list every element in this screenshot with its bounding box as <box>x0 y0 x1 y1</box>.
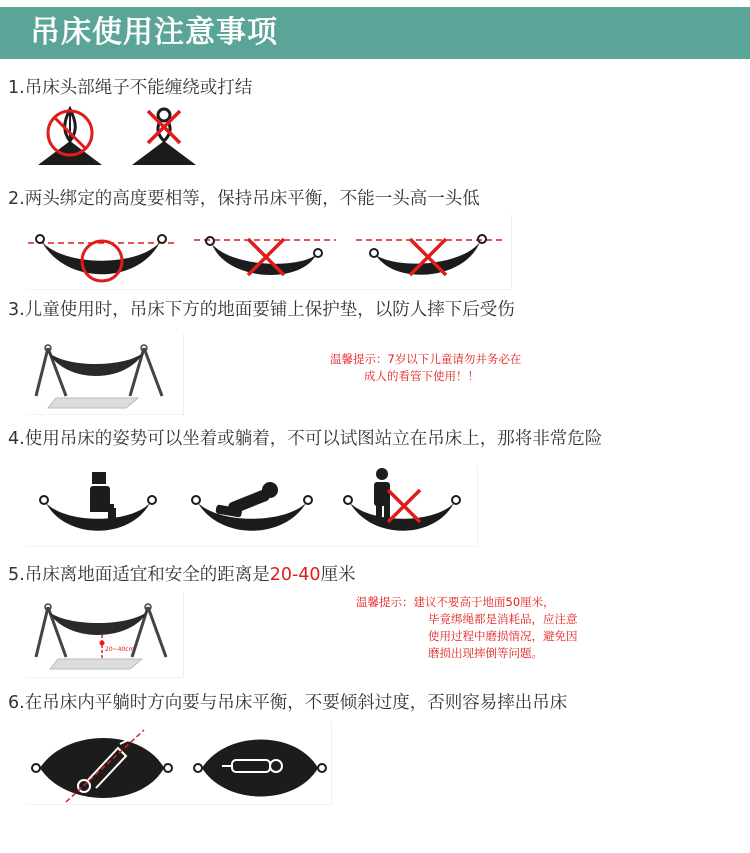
step-1 <box>8 77 252 99</box>
step-text: 儿童使用时，吊床下方的地面要铺上保护垫，以防人摔下后受伤 <box>24 300 515 320</box>
step-5 <box>8 564 356 586</box>
illustration-lying-direction <box>26 722 332 805</box>
step-number: 6. <box>8 693 25 713</box>
tip-height-advice <box>356 594 578 662</box>
tip-line: 毕竟绑绳都是消耗品，应注意 <box>428 612 578 626</box>
tip-children-supervision <box>330 351 521 385</box>
illustration-level-balance <box>26 215 512 290</box>
illustration-protective-mat <box>26 334 184 415</box>
tip-line: 磨损出现摔倒等问题。 <box>428 646 543 660</box>
distance-highlight: 20-40 <box>269 565 321 585</box>
step-number: 4. <box>8 429 25 449</box>
step-text: 使用吊床的姿势可以坐着或躺着，不可以试图站立在吊床上，那将非常危险 <box>24 429 603 449</box>
illustration-ground-height <box>26 593 184 678</box>
step-text: 厘米 <box>320 565 356 585</box>
header-banner <box>0 7 750 59</box>
step-6 <box>8 692 567 714</box>
tip-line: 成人的看管下使用！！ <box>364 369 479 383</box>
step-number: 1. <box>8 78 25 98</box>
step-4 <box>8 428 602 450</box>
step-text: 吊床离地面适宜和安全的距离是 <box>24 565 270 585</box>
tip-line: 使用过程中磨损情况，避免因 <box>428 629 578 643</box>
step-number: 3. <box>8 300 25 320</box>
step-number: 2. <box>8 189 25 209</box>
step-text: 在吊床内平躺时方向要与吊床平衡，不要倾斜过度，否则容易摔出吊床 <box>24 693 568 713</box>
height-label: 20~40cm <box>105 646 135 653</box>
page-title: 吊床使用注意事项 <box>30 15 278 50</box>
tip-line: 温馨提示：7岁以下儿童请勿并务必在 <box>330 352 522 366</box>
tip-line: 温馨提示：建议不要高于地面50厘米， <box>356 595 555 609</box>
step-text: 吊床头部绳子不能缠绕或打结 <box>24 78 253 98</box>
illustration-postures <box>26 466 478 547</box>
step-text: 两头绑定的高度要相等，保持吊床平衡，不能一头高一头低 <box>24 189 480 209</box>
step-2 <box>8 188 480 210</box>
illustration-rope-knot <box>34 103 204 169</box>
step-number: 5. <box>8 565 25 585</box>
step-3 <box>8 299 515 321</box>
